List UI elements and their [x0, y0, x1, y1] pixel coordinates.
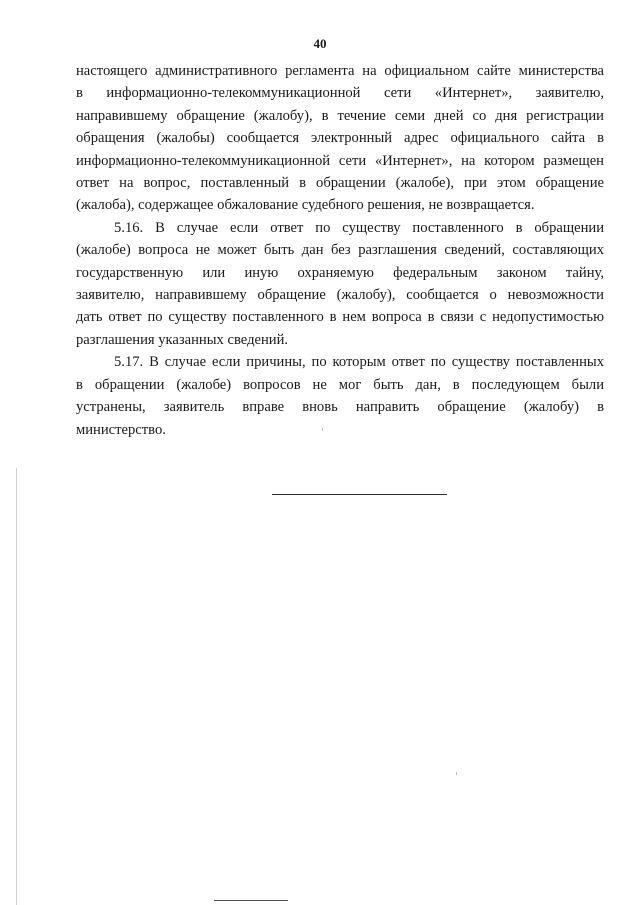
text-line: государственную или иную охраняемую федеральным законом тайну, [76, 264, 604, 281]
text-line: направившему обращение (жалобу), в течение семи дней со дня регистрации [76, 107, 604, 124]
scan-bottom-mark [214, 900, 288, 901]
text-line: 5.17. В случае если причины, по которым ответ по существу поставленных [114, 354, 604, 371]
text-line: министерство. [76, 421, 166, 438]
text-line: в информационно-телекоммуникационной сети «Интернет», заявителю, [76, 85, 604, 102]
paragraph-5-17 [76, 351, 604, 441]
text-line: обращения (жалобы) сообщается электронный адрес официального сайта в [76, 130, 604, 147]
scan-speck [322, 428, 323, 431]
text-line: в обращении (жалобе) вопросов не мог быть дан, в последующем были [76, 376, 604, 393]
page-number: 40 [313, 36, 327, 51]
paragraph-5-16 [76, 217, 604, 351]
text-line: 5.16. В случае если ответ по существу поставленного в обращении [114, 219, 604, 236]
scan-edge-line [16, 468, 17, 905]
text-line: настоящего административного регламента на официальном сайте министерства [76, 63, 604, 79]
text-line: информационно-телекоммуникационной сети «Интернет», на котором размещен [76, 152, 604, 169]
text-line: разглашения указанных сведений. [76, 331, 289, 348]
text-line: дать ответ по существу поставленного в нем вопроса в связи с недопустимостью [76, 309, 604, 326]
text-line: (жалоба), содержащее обжалование судебного решения, не возвращается. [76, 197, 535, 214]
document-body [76, 60, 604, 441]
text-line: (жалобе) вопроса не может быть дан без разглашения сведений, составляющих [76, 242, 604, 259]
text-line: ответ на вопрос, поставленный в обращении (жалобе), при этом обращение [76, 175, 604, 192]
end-separator-line [272, 494, 447, 495]
scan-speck [456, 772, 457, 775]
text-line: заявителю, направившему обращение (жалобу), сообщается о невозможности [76, 287, 604, 304]
text-line: устранены, заявитель вправе вновь направить обращение (жалобу) в [76, 399, 604, 416]
paragraph-continuation [76, 60, 604, 217]
